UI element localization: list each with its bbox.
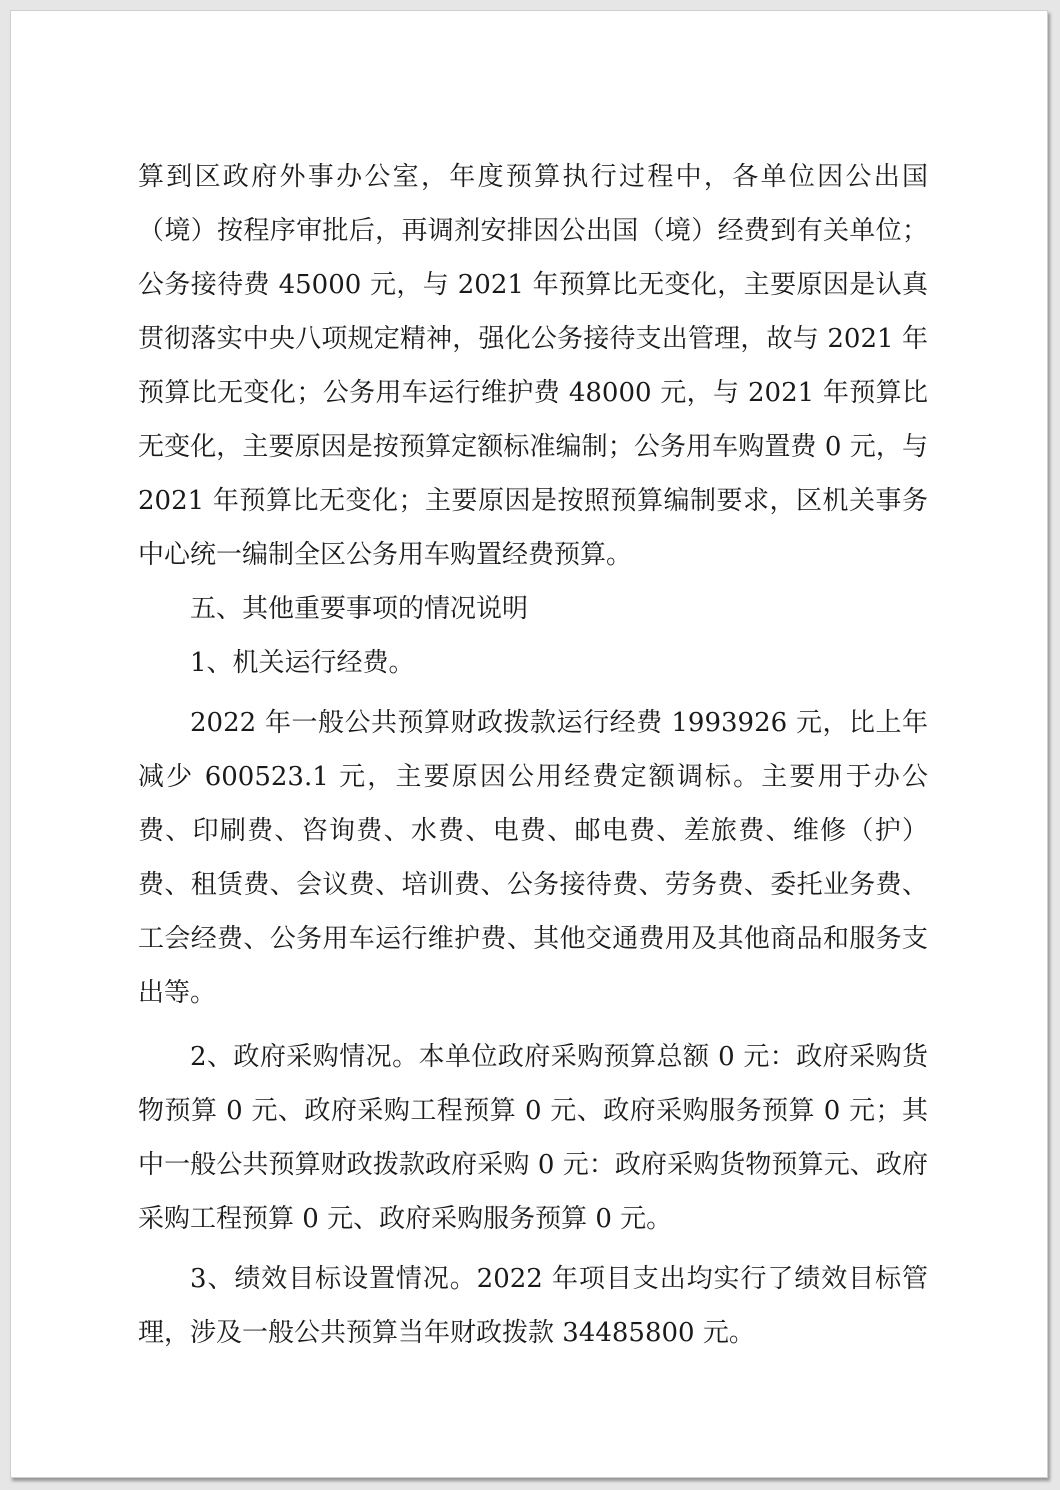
document-page bbox=[10, 10, 1048, 1478]
paragraph-performance-targets: 3、绩效目标设置情况。2022 年项目支出均实行了绩效目标管理，涉及一般公共预算当年财政拨款 34485800 元。 bbox=[138, 1264, 928, 1348]
section-heading-other-matters: 五、其他重要事项的情况说明 bbox=[190, 594, 529, 624]
document-body bbox=[138, 150, 928, 1360]
paragraph-operating-expenses: 2022 年一般公共预算财政拨款运行经费 1993926 元，比上年减少 600523.1 元，主要原因公用经费定额调标。主要用于办公费、印刷费、咨询费、水费、电费、邮电费、差旅费、维修（护）费、租赁费、会议费、培训费、公务接待费、劳务费、委托业务费、工会经费、公务用车运行维护费、其他交通费用及其他商品和服务支出等。 bbox=[138, 708, 928, 1008]
paragraph-government-procurement: 2、政府采购情况。本单位政府采购预算总额 0 元：政府采购货物预算 0 元、政府采购工程预算 0 元、政府采购服务预算 0 元；其中一般公共预算财政拨款政府采购 0 元：政府采购货物预算元、政府采购工程预算 0 元、政府采购服务预算 0 元。 bbox=[138, 1042, 928, 1234]
paragraph-budget-continuation: 算到区政府外事办公室，年度预算执行过程中，各单位因公出国（境）按程序审批后，再调剂安排因公出国（境）经费到有关单位；公务接待费 45000 元，与 2021 年预算比无变化，主要原因是认真贯彻落实中央八项规定精神，强化公务接待支出管理，故与 2021 年预算比无变化；公务用车运行维护费 48000 元，与 2021 年预算比无变化，主要原因是按预算定额标准编制；公务用车购置费 0 元，与 2021 年预算比无变化；主要原因是按照预算编制要求，区机关事务中心统一编制全区公务用车购置经费预算。 bbox=[138, 162, 928, 570]
item-heading-operating-expenses: 1、机关运行经费。 bbox=[190, 648, 415, 678]
